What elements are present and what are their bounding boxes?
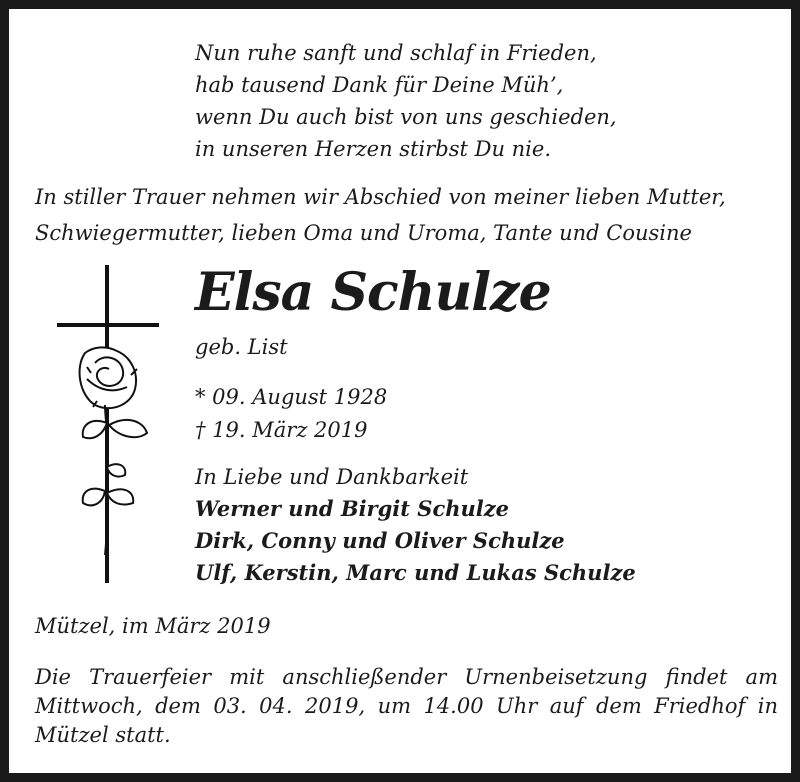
- family-member: Werner und Birgit Schulze: [195, 496, 510, 521]
- poem-line: Nun ruhe sanft und schlaf in Frieden,: [195, 41, 597, 65]
- service-line: Die Trauerfeier mit anschließender Urnenbeisetzung findet am: [35, 665, 778, 689]
- cross-rose-illustration: [47, 255, 167, 583]
- poem: [195, 37, 617, 165]
- birth-date: * 09. August 1928: [195, 385, 388, 409]
- family-signatures: [195, 461, 636, 589]
- family-intro: In Liebe und Dankbarkeit: [195, 465, 469, 489]
- poem-line: hab tausend Dank für Deine Müh’,: [195, 73, 564, 97]
- intro-line: Schwiegermutter, lieben Oma und Uroma, Tante und Cousine: [35, 221, 692, 245]
- family-member: Dirk, Conny und Oliver Schulze: [195, 528, 565, 553]
- death-date: † 19. März 2019: [195, 418, 368, 442]
- mourning-intro: [35, 179, 726, 251]
- family-member: Ulf, Kerstin, Marc und Lukas Schulze: [195, 560, 636, 585]
- funeral-service-info: [35, 663, 778, 750]
- place-date: Mützel, im März 2019: [35, 614, 271, 638]
- maiden-name: geb. List: [195, 335, 288, 359]
- service-line: Mützel statt.: [35, 723, 171, 747]
- poem-line: wenn Du auch bist von uns geschieden,: [195, 105, 617, 129]
- poem-line: in unseren Herzen stirbst Du nie.: [195, 137, 551, 161]
- deceased-name: Elsa Schulze: [195, 262, 551, 323]
- service-line: Mittwoch, dem 03. 04. 2019, um 14.00 Uhr auf dem Friedhof in: [35, 694, 778, 718]
- life-dates: [195, 381, 387, 447]
- cross-icon: [57, 265, 159, 583]
- intro-line: In stiller Trauer nehmen wir Abschied von meiner lieben Mutter,: [35, 185, 726, 209]
- rose-icon: [80, 347, 147, 555]
